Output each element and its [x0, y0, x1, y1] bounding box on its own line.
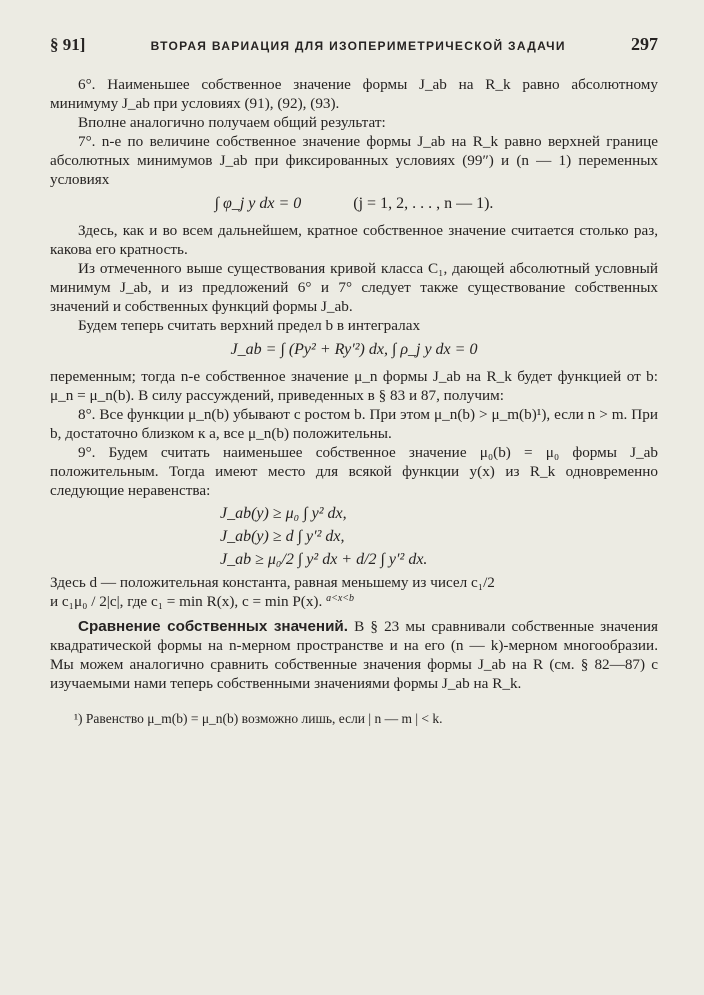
running-title: ВТОРАЯ ВАРИАЦИЯ ДЛЯ ИЗОПЕРИМЕТРИЧЕСКОЙ ЗАДАЧИ	[150, 39, 566, 53]
paragraph-c-definitions	[50, 592, 658, 611]
paragraph-6: 6°. Наименьшее собственное значение формы J_ab на R_k равно абсолютному минимуму J_ab при условиях (91), (92), (93).	[50, 76, 658, 112]
formula-constraint-left: ∫ φ_j y dx = 0	[214, 195, 302, 212]
c-definitions-text: и c₁μ₀ / 2|c|, где c₁ = min R(x), c = min P(x).	[50, 593, 323, 610]
formula-constraint	[50, 195, 658, 213]
section-number: § 91]	[50, 35, 86, 54]
page-number: 297	[631, 34, 658, 54]
comparison-heading: Сравнение собственных значений.	[78, 618, 348, 635]
paragraph-constant-d: Здесь d — положительная константа, равная меньшему из чисел c₁/2	[50, 574, 495, 591]
paragraph-7: 7°. n-е по величине собственное значение формы J_ab на R_k равно верхней границе абсолютных минимумов J_ab при фиксированных условиях (99″) и (n — 1) переменных условиях	[50, 133, 658, 188]
comparison-text: В § 23 мы сравнивали собственные значения квадратической формы на n-мерном пространстве и на его (n — k)-мерном многообразии. Мы можем аналогично сравнить собственные значения формы J_ab на R (см. § 82—87) с изучаемыми нами теперь собственными значениями формы J_ab на R_k.	[50, 618, 659, 692]
paragraph-upper-limit: Будем теперь считать верхний предел b в интегралах	[78, 317, 421, 334]
paragraph-existence: Из отмеченного выше существования кривой класса C₁, дающей абсолютный условный минимум J_ab, и из предложений 6° и 7° следует также существование собственных значений и собственных функций формы J_ab.	[50, 260, 658, 315]
formula-integrals: J_ab = ∫ (Py² + Ry′²) dx, ∫ ρ_j y dx = 0	[230, 341, 478, 358]
inequality-3: J_ab ≥ μ₀/2 ∫ y² dx + d/2 ∫ y′² dx.	[220, 551, 428, 568]
min-range: a<x<b	[326, 593, 355, 604]
formula-constraint-range: (j = 1, 2, . . . , n — 1).	[353, 195, 494, 212]
paragraph-multiplicity: Здесь, как и во всем дальнейшем, кратное собственное значение считается столько раз, какова его кратность.	[50, 222, 658, 258]
paragraph-variable: переменным; тогда n-е собственное значение μ_n формы J_ab на R_k будет функцией от b: μ_n = μ_n(b). В силу рассуждений, приведенных в § 83 и 87, получим:	[50, 368, 658, 404]
page-header	[50, 34, 658, 55]
paragraph-9: 9°. Будем считать наименьшее собственное значение μ₀(b) = μ₀ формы J_ab положительным. Тогда имеют место для всякой функции y(x) из R_k одновременно следующие неравенства:	[50, 444, 658, 499]
paragraph-comparison	[50, 617, 658, 693]
paragraph-8: 8°. Все функции μ_n(b) убывают с ростом b. При этом μ_n(b) > μ_m(b)¹), если n > m. При b, достаточно близком к a, все μ_n(b) положительны.	[50, 406, 658, 442]
paragraph-general-result: Вполне аналогично получаем общий результат:	[78, 114, 386, 131]
inequality-2: J_ab(y) ≥ d ∫ y′² dx,	[220, 528, 345, 545]
footnote: ¹) Равенство μ_m(b) = μ_n(b) возможно лишь, если | n — m | < k.	[74, 711, 443, 726]
inequality-1: J_ab(y) ≥ μ₀ ∫ y² dx,	[220, 505, 347, 522]
